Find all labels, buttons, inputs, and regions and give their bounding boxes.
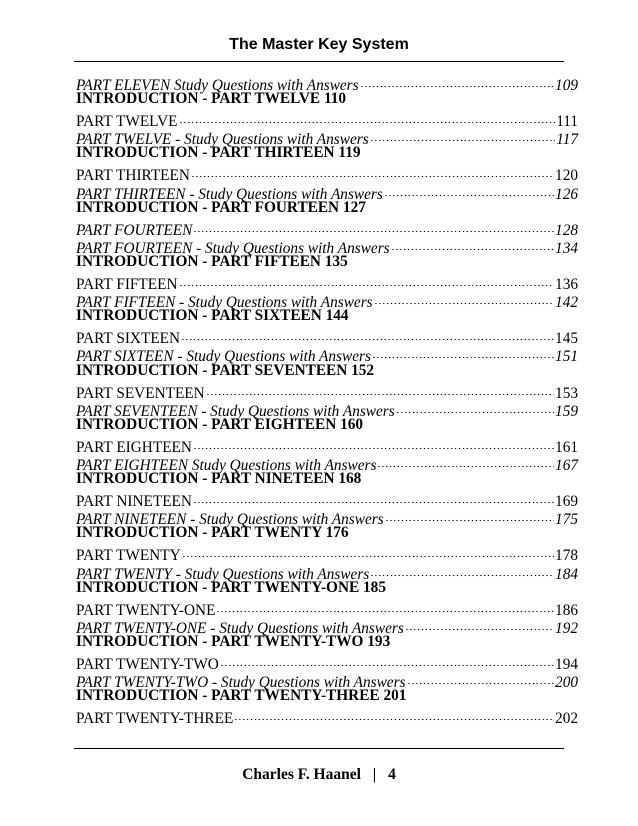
toc-entry[interactable] xyxy=(76,72,578,94)
toc-entry-title: PART SEVENTEEN xyxy=(76,384,205,402)
toc-entry-title: PART EIGHTEEN xyxy=(76,438,192,456)
toc-section-heading[interactable] xyxy=(76,253,578,271)
toc-heading-text: INTRODUCTION - PART SIXTEEN 144 xyxy=(76,307,349,325)
toc-page-number: 126 xyxy=(555,185,578,203)
toc-page-number: 111 xyxy=(556,113,578,131)
toc-dot-leader xyxy=(206,380,554,398)
toc-heading-text: INTRODUCTION - PART SEVENTEEN 152 xyxy=(76,361,375,379)
toc-entry[interactable] xyxy=(76,651,578,673)
toc-page-number: 192 xyxy=(555,619,578,637)
toc-dot-leader xyxy=(372,343,554,361)
toc-entry-title: PART FOURTEEN xyxy=(76,221,193,239)
toc-entry[interactable] xyxy=(76,597,578,619)
toc-page-number: 142 xyxy=(555,294,578,312)
toc-entry-title: PART EIGHTEEN Study Questions with Answers xyxy=(76,456,377,474)
toc-entry-title: PART FIFTEEN - Study Questions with Answers xyxy=(76,294,373,312)
toc-entry-title: PART THIRTEEN xyxy=(76,167,190,185)
toc-page-number: 167 xyxy=(555,456,578,474)
toc-heading-text: INTRODUCTION - PART NINETEEN 168 xyxy=(76,470,362,488)
table-of-contents xyxy=(76,72,578,728)
toc-entry[interactable] xyxy=(76,108,578,131)
toc-entry-title: PART TWENTY-THREE xyxy=(76,710,234,728)
toc-page-number: 184 xyxy=(555,565,578,583)
toc-entry[interactable] xyxy=(76,217,578,239)
toc-section-heading[interactable] xyxy=(76,416,578,434)
toc-entry-title: PART TWELVE - Study Questions with Answers xyxy=(76,131,369,149)
toc-dot-leader xyxy=(193,434,554,452)
toc-entry[interactable] xyxy=(76,325,578,348)
toc-dot-leader xyxy=(360,72,554,90)
toc-entry[interactable] xyxy=(76,705,578,728)
toc-page-number: 194 xyxy=(555,656,578,673)
toc-heading-text: INTRODUCTION - PART THIRTEEN 119 xyxy=(76,144,361,162)
toc-section-heading[interactable] xyxy=(76,90,578,108)
toc-dot-leader xyxy=(384,181,554,199)
toc-entry-title: PART SIXTEEN - Study Questions with Answers xyxy=(76,348,371,366)
header-rule xyxy=(74,61,564,62)
toc-heading-text: INTRODUCTION - PART TWENTY-TWO 193 xyxy=(76,632,391,650)
toc-section-heading[interactable] xyxy=(76,199,578,217)
toc-section-heading[interactable] xyxy=(76,633,578,651)
toc-heading-text: INTRODUCTION - PART TWENTY-THREE 201 xyxy=(76,687,407,705)
toc-page-number: 161 xyxy=(555,438,578,456)
footer-author: Charles F. Haanel xyxy=(242,766,361,783)
toc-dot-leader xyxy=(391,235,554,253)
toc-page-number: 159 xyxy=(555,402,578,420)
toc-page-number: 128 xyxy=(555,221,578,239)
toc-entry[interactable] xyxy=(76,542,578,565)
footer-separator: | xyxy=(372,766,377,783)
footer-page-number: 4 xyxy=(388,766,396,783)
toc-heading-text: INTRODUCTION - PART FIFTEEN 135 xyxy=(76,252,348,270)
toc-entry-title: PART TWELVE xyxy=(76,113,178,131)
toc-dot-leader xyxy=(193,217,554,235)
toc-entry-title: PART NINETEEN xyxy=(76,493,192,511)
toc-dot-leader xyxy=(385,506,554,524)
toc-page-number: 145 xyxy=(555,330,578,348)
toc-section-heading[interactable] xyxy=(76,687,578,705)
toc-page-number: 178 xyxy=(555,547,578,565)
toc-entry[interactable] xyxy=(76,488,578,511)
toc-entry-title: PART TWENTY - Study Questions with Answers xyxy=(76,565,370,583)
footer-rule xyxy=(74,748,564,749)
toc-entry-title: PART FOURTEEN - Study Questions with Answers xyxy=(76,239,390,257)
toc-entry-title: PART TWENTY xyxy=(76,547,181,565)
toc-dot-leader xyxy=(181,325,554,343)
page-header-title: The Master Key System xyxy=(229,36,409,53)
toc-page-number: 169 xyxy=(555,493,578,511)
toc-dot-leader xyxy=(405,615,554,633)
toc-page-number: 153 xyxy=(555,384,578,402)
toc-page-number: 200 xyxy=(555,674,578,692)
toc-entry-title: PART TWENTY-TWO - Study Questions with Answers xyxy=(76,674,406,692)
toc-entry-title: PART NINETEEN - Study Questions with Answers xyxy=(76,511,384,529)
toc-dot-leader xyxy=(370,126,556,144)
toc-heading-text: INTRODUCTION - PART TWENTY 176 xyxy=(76,524,349,542)
toc-page-number: 134 xyxy=(555,239,578,257)
toc-entry-title: PART TWENTY-TWO xyxy=(76,656,219,673)
toc-entry[interactable] xyxy=(76,434,578,456)
toc-entry[interactable] xyxy=(76,271,578,294)
toc-page-number: 151 xyxy=(555,348,578,366)
toc-entry-title: PART THIRTEEN - Study Questions with Answers xyxy=(76,185,383,203)
toc-section-heading[interactable] xyxy=(76,524,578,542)
toc-dot-leader xyxy=(407,669,555,687)
toc-entry-title: PART TWENTY-ONE xyxy=(76,601,216,619)
toc-page-number: 136 xyxy=(555,276,578,294)
toc-entry-title: PART SIXTEEN xyxy=(76,330,181,348)
toc-dot-leader xyxy=(377,452,554,470)
toc-heading-text: INTRODUCTION - PART TWELVE 110 xyxy=(76,90,347,108)
toc-dot-leader xyxy=(396,398,554,416)
toc-dot-leader xyxy=(370,561,554,579)
toc-dot-leader xyxy=(220,651,554,669)
toc-heading-text: INTRODUCTION - PART FOURTEEN 127 xyxy=(76,198,366,216)
page-footer xyxy=(0,766,638,784)
toc-section-heading[interactable] xyxy=(76,307,578,325)
toc-section-heading[interactable] xyxy=(76,144,578,162)
toc-heading-text: INTRODUCTION - PART EIGHTEEN 160 xyxy=(76,415,364,433)
toc-section-heading[interactable] xyxy=(76,362,578,380)
toc-entry-title: PART SEVENTEEN - Study Questions with Answers xyxy=(76,402,395,420)
toc-dot-leader xyxy=(216,597,554,615)
toc-dot-leader xyxy=(179,108,556,126)
toc-entry-title: PART TWENTY-ONE - Study Questions with Answers xyxy=(76,619,404,637)
toc-section-heading[interactable] xyxy=(76,470,578,488)
toc-entry[interactable] xyxy=(76,162,578,185)
toc-dot-leader xyxy=(191,162,554,180)
toc-page-number: 120 xyxy=(555,167,578,185)
toc-section-heading[interactable] xyxy=(76,579,578,597)
toc-dot-leader xyxy=(179,271,555,289)
toc-page-number: 202 xyxy=(555,710,578,728)
toc-page-number: 175 xyxy=(555,511,578,529)
toc-dot-leader xyxy=(182,542,554,560)
toc-dot-leader xyxy=(234,705,554,723)
toc-page-number: 117 xyxy=(556,131,578,149)
toc-entry-title: PART FIFTEEN xyxy=(76,276,178,294)
toc-entry[interactable] xyxy=(76,380,578,402)
toc-page-number: 186 xyxy=(555,601,578,619)
toc-heading-text: INTRODUCTION - PART TWENTY-ONE 185 xyxy=(76,578,386,596)
toc-entry-title: PART ELEVEN Study Questions with Answers xyxy=(76,77,359,94)
toc-page-number: 109 xyxy=(555,77,578,94)
toc-dot-leader xyxy=(374,289,554,307)
toc-dot-leader xyxy=(193,488,554,506)
